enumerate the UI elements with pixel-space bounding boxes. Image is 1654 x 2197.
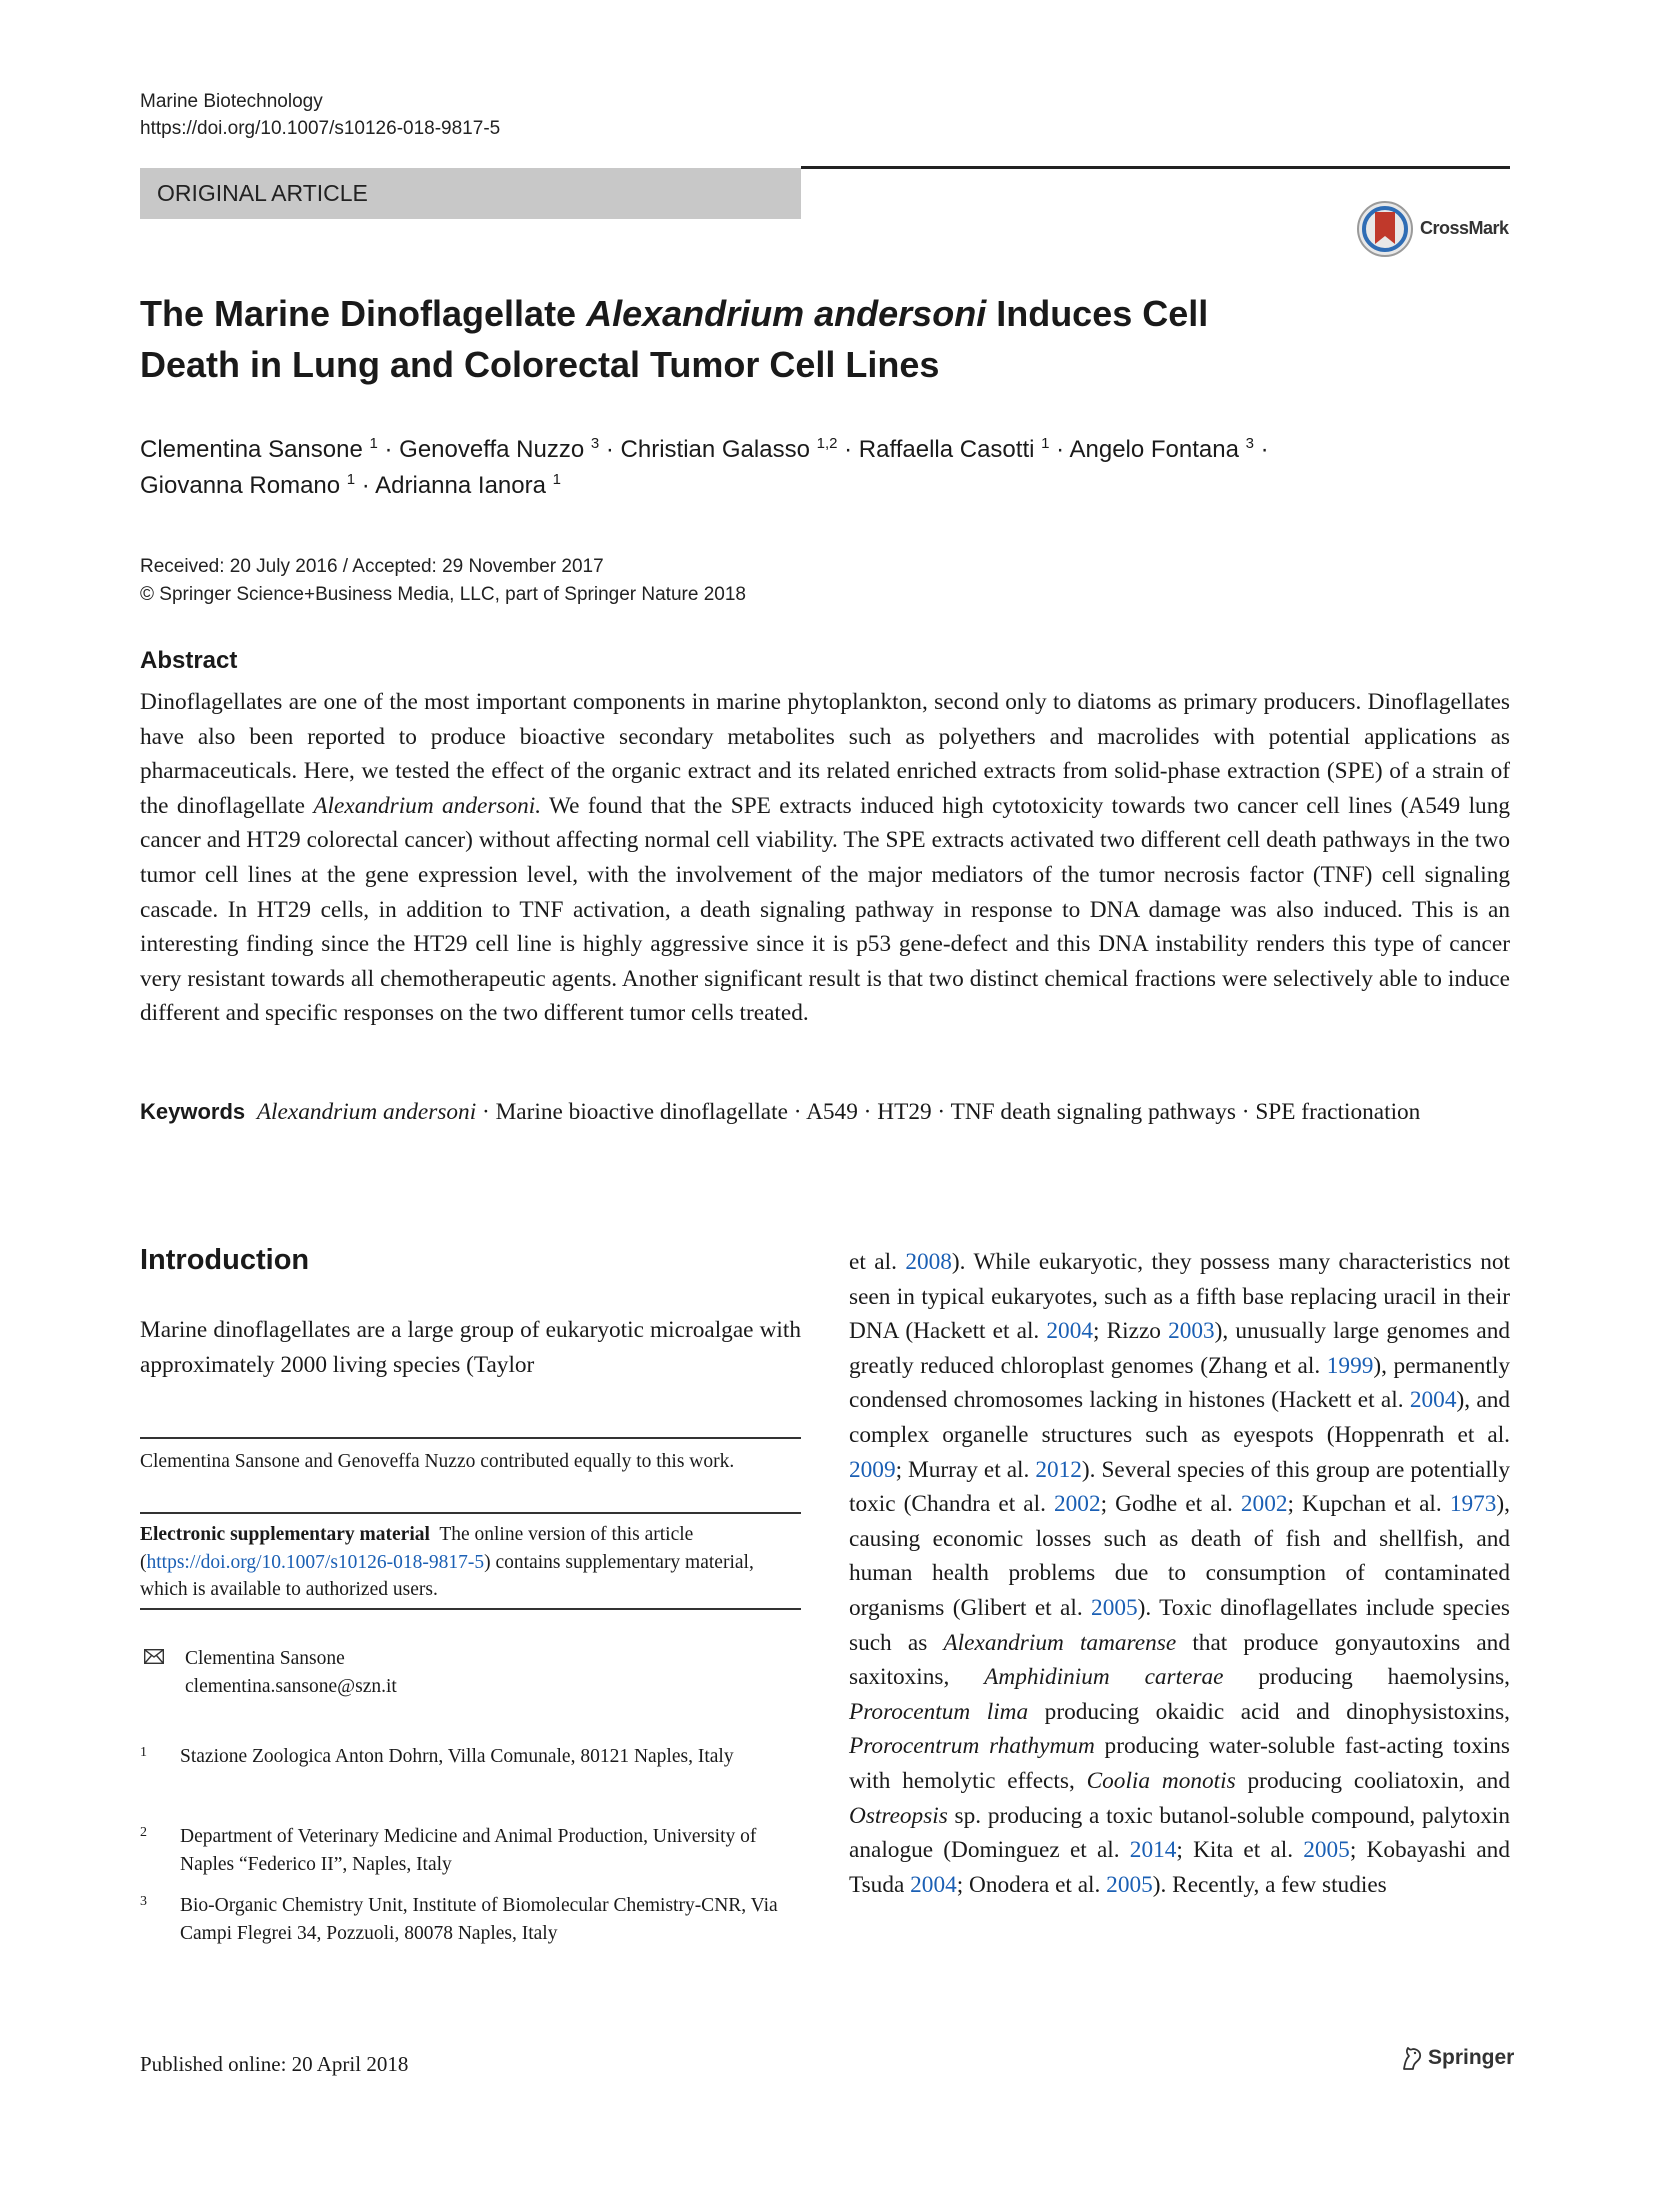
author[interactable]: Raffaella Casotti $^1$ (858, 435, 1050, 463)
abstract-text: Dinoflagellates are one of the most important components in marine phytoplankton, second only to diatoms as primary producers. Dinoflagellates have also been reported to produce bioactive secondary metabolites such as polyethers and macrolides with potential applications as pharmaceuticals. Here, we tested the effect of the organic extract and its related enriched extracts from solid-phase extraction (SPE) of a strain of the dinoflagellate Alexandrium andersoni. We found that the SPE extracts induced high cytotoxicity towards two cancer cell lines (A549 lung cancer and HT29 colorectal cancer) without affecting normal cell viability. The SPE extracts activated two different cell death pathways in the two tumor cell lines at the gene expression level, with the involvement of the major mediators of the tumor necrosis factor (TNF) cell signaling cascade. In HT29 cells, in addition to TNF activation, a death signaling pathway in response to DNA damage was also induced. This is an interesting finding since the HT29 cell line is highly aggressive since it is p53 gene-defect and this DNA instability renders this type of cancer very resistant towards all chemotherapeutic agents. Another significant result is that two distinct chemical fractions were selectively able to induce different and specific responses on the two different tumor cells treated. (140, 689, 1510, 1027)
equal-contribution-note: Clementina Sansone and Genoveffa Nuzzo contributed equally to this work. (140, 1451, 735, 1472)
citation-link[interactable]: 1973 (1449, 1491, 1497, 1518)
citation-link[interactable]: 2004 (910, 1871, 957, 1898)
article-type-label: ORIGINAL ARTICLE (157, 180, 368, 206)
footnote-rule (140, 1437, 801, 1439)
author[interactable]: Angelo Fontana $^3$ (1069, 435, 1254, 463)
citation-link[interactable]: 2004 (1409, 1387, 1457, 1414)
author[interactable]: Genoveffa Nuzzo $^3$ (399, 435, 600, 463)
citation-link[interactable]: 2008 (905, 1249, 952, 1275)
citation-link[interactable]: 2002 (1054, 1491, 1101, 1518)
keywords (140, 1095, 1510, 1130)
article-dates (140, 553, 746, 609)
footnote-rule (140, 1512, 801, 1514)
abstract-heading: Abstract (140, 647, 238, 674)
received-accepted: Received: 20 July 2016 / Accepted: 29 November 2017 (140, 556, 604, 577)
copyright-line: © Springer Science+Business Media, LLC, part of Springer Nature 2018 (140, 584, 746, 605)
footnote-rule (140, 1608, 801, 1610)
author[interactable]: Christian Galasso $^{1,2}$ (620, 435, 838, 463)
published-date: Published online: 20 April 2018 (140, 2052, 409, 2076)
citation-link[interactable]: 2005 (1091, 1594, 1138, 1621)
supplementary-link[interactable]: https://doi.org/10.1007/s10126-018-9817-5 (146, 1551, 485, 1573)
article-doi[interactable]: https://doi.org/10.1007/s10126-018-9817-5 (140, 118, 501, 139)
crossmark-label: CrossMark (1420, 218, 1509, 238)
title-text-1: The Marine Dinoflagellate (140, 293, 587, 334)
journal-header (140, 88, 500, 142)
springer-label: Springer (1428, 2046, 1515, 2069)
citation-link[interactable]: 2012 (1035, 1456, 1082, 1483)
author[interactable]: Giovanna Romano $^1$ (140, 471, 356, 499)
keywords-rest: · Marine bioactive dinoflagellate · A549 · HT29 · TNF death signaling pathways · SPE fractionation (476, 1099, 1421, 1125)
citation-link[interactable]: 2009 (849, 1456, 896, 1483)
citation-link[interactable]: 2003 (1168, 1318, 1215, 1345)
article-type-bar (140, 168, 801, 219)
keywords-label: Keywords (140, 1099, 246, 1124)
keyword-species: Alexandrium andersoni (256, 1099, 477, 1125)
envelope-icon (144, 1649, 164, 1664)
author[interactable]: Clementina Sansone $^1$ (140, 435, 378, 463)
citation-link[interactable]: 2004 (1046, 1318, 1093, 1345)
journal-name: Marine Biotechnology (140, 91, 323, 112)
crossmark-logo-icon (1356, 200, 1414, 258)
supplementary-note: Electronic supplementary material The online version of this article (https://doi.org/10.1007/s10126-018-9817-5) contains supplementary material, which is available to authorized users. (140, 1524, 754, 1600)
author[interactable]: Adrianna Ianora $^1$ (375, 471, 561, 499)
title-species: Alexandrium andersoni (586, 293, 987, 334)
springer-logo (1400, 2043, 1515, 2075)
author-list: Clementina Sansone $^1$ · Genoveffa Nuzzo $^3$ · Christian Galasso $^{1,2}$ · Raffaella Casotti $^1$ · Angelo Fontana $^3$ · Giovanna Romano $^1$ · Adrianna Ianora $^1$ (140, 435, 1269, 499)
title-line-2: Death in Lung and Colorectal Tumor Cell Lines (140, 344, 940, 385)
corresponding-name: Clementina Sansone (185, 1648, 345, 1669)
title-text-2: Induces Cell (986, 293, 1209, 334)
introduction-heading: Introduction (140, 1244, 310, 1276)
springer-horse-icon (1400, 2045, 1424, 2071)
citation-link[interactable]: 2014 (1129, 1837, 1177, 1864)
article-title (140, 288, 1340, 390)
introduction-left-column: Marine dinoflagellates are a large group of eukaryotic microalgae with approximately 2000 living species (Taylor (140, 1317, 801, 1378)
citation-link[interactable]: 2005 (1106, 1871, 1153, 1898)
citation-link[interactable]: 1999 (1326, 1352, 1374, 1379)
citation-link[interactable]: 2002 (1240, 1491, 1288, 1518)
introduction-right-column: et al. 2008). While eukaryotic, they possess many characteristics not seen in typical eukaryotes, such as a fifth base replacing uracil in their DNA (Hackett et al. 2004; Rizzo 2003), unusually large genomes and greatly reduced chloroplast genomes (Zhang et al. 1999), permanently condensed chromosomes lacking in histones (Hackett et al. 2004), and complex organelle structures such as eyespots (Hoppenrath et al. 2009; Murray et al. 2012). Several species of this group are potentially toxic (Chandra et al. 2002; Godhe et al. 2002; Kupchan et al. 1973), causing economic losses such as death of fish and shellfish, and human health problems due to consumption of contaminated organisms (Glibert et al. 2005). Toxic dinoflagellates include species such as Alexandrium tamarense that produce gonyautoxins and saxitoxins, Amphidinium carterae producing haemolysins, Prorocentum lima producing okaidic acid and dinophysistoxins, Prorocentrum rhathymum producing water-soluble fast-acting toxins with hemolytic effects, Coolia monotis producing cooliatoxin, and Ostreopsis sp. producing a toxic butanol-soluble compound, palytoxin analogue (Dominguez et al. 2014; Kita et al. 2005; Kobayashi and Tsuda 2004; Onodera et al. 2005). Recently, a few studies (849, 1249, 1511, 1898)
header-rule (801, 166, 1510, 169)
citation-link[interactable]: 2005 (1303, 1837, 1350, 1864)
corresponding-email[interactable]: clementina.sansone@szn.it (185, 1675, 397, 1697)
crossmark-badge[interactable] (1356, 200, 1514, 260)
